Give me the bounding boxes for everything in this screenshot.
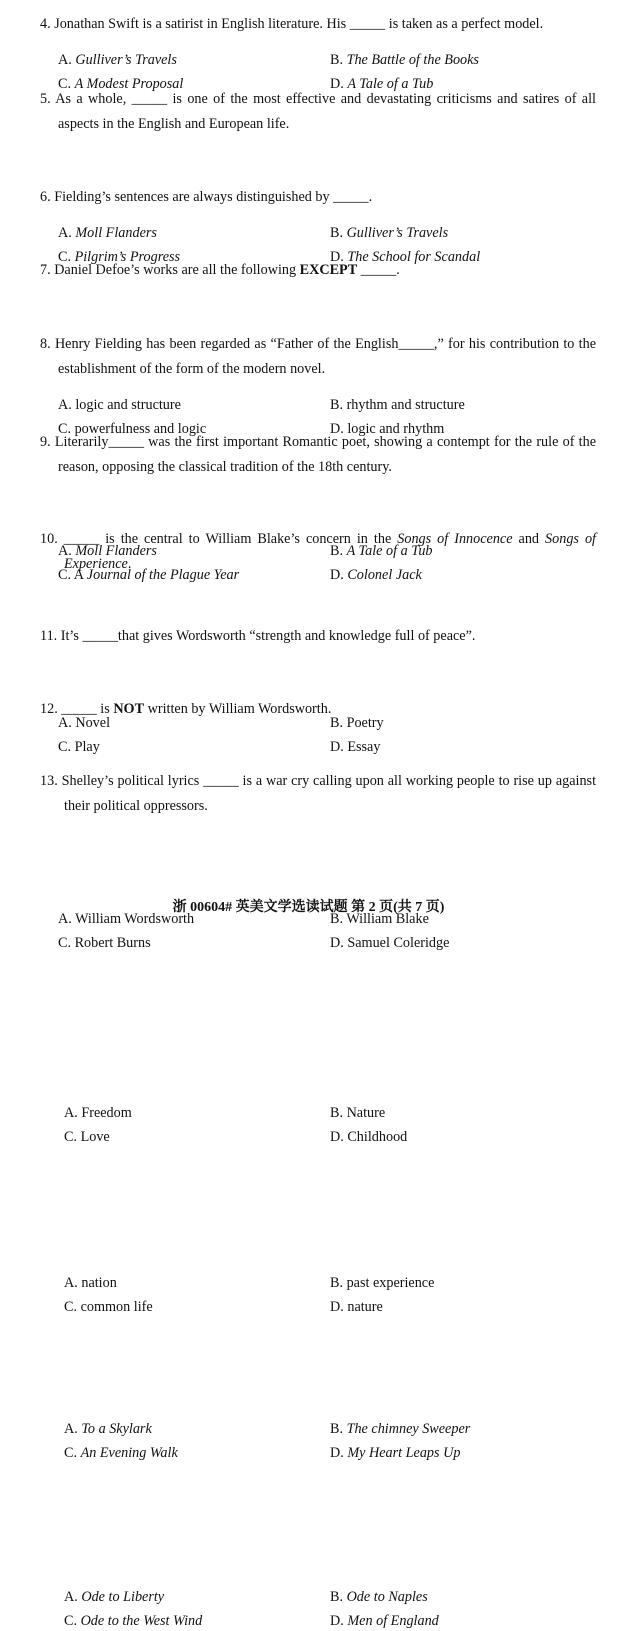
answer-blank[interactable]: _____ — [203, 773, 239, 789]
option-letter: D. — [330, 1129, 344, 1145]
option-text: Love — [80, 1129, 110, 1145]
option-c[interactable] — [64, 1611, 202, 1631]
option-text: Ode to Liberty — [81, 1589, 165, 1605]
option-letter: D. — [330, 1445, 344, 1461]
option-letter: C. — [58, 935, 72, 951]
question-stem — [40, 87, 596, 136]
option-a[interactable] — [64, 1103, 132, 1123]
option-letter: B. — [330, 1105, 344, 1121]
option-letter: D. — [330, 76, 344, 92]
option-letter: A. — [58, 225, 72, 241]
stem-text: Fielding’s sentences are always distinguished by — [54, 189, 334, 205]
option-d[interactable] — [330, 1297, 383, 1317]
option-a[interactable] — [58, 50, 177, 70]
answer-blank[interactable]: _____ — [349, 16, 386, 32]
option-text: To a Skylark — [81, 1421, 152, 1437]
option-text: Novel — [75, 715, 111, 731]
option-letter: A. — [58, 715, 72, 731]
option-text: Pilgrim’s Progress — [74, 249, 181, 265]
option-text: logic and rhythm — [347, 421, 445, 437]
option-text: A Modest Proposal — [74, 76, 184, 92]
option-text: Childhood — [347, 1129, 408, 1145]
option-letter: A. — [64, 1105, 78, 1121]
stem-text: Henry Fielding has been regarded as “Father of the English — [54, 336, 399, 352]
stem-text: Shelley’s political lyrics — [61, 773, 204, 789]
option-text: nature — [347, 1299, 383, 1315]
option-letter: A. — [64, 1275, 78, 1291]
option-c[interactable] — [64, 1127, 110, 1147]
option-letter: C. — [58, 421, 72, 437]
stem-text: ,” for his contribution to the establishment of the form of the modern novel. — [58, 336, 596, 377]
option-letter: B. — [330, 1275, 344, 1291]
option-letter: D. — [330, 1299, 344, 1315]
option-b[interactable] — [330, 1419, 470, 1439]
stem-text: It’s — [60, 628, 83, 644]
option-letter: A. — [64, 1589, 78, 1605]
title-text: Songs of Innocence — [397, 531, 513, 547]
stem-text: written by William Wordsworth. — [144, 701, 332, 717]
option-letter: B. — [330, 1589, 344, 1605]
option-letter: A. — [58, 543, 72, 559]
option-letter: B. — [330, 911, 344, 927]
option-text: My Heart Leaps Up — [347, 1445, 461, 1461]
question-number: 7. — [40, 262, 51, 278]
option-d[interactable] — [330, 737, 380, 757]
answer-blank[interactable]: _____ — [398, 336, 434, 352]
option-letter: C. — [64, 1129, 78, 1145]
question-number: 8. — [40, 336, 51, 352]
option-d[interactable] — [330, 1611, 439, 1631]
option-text: Moll Flanders — [75, 225, 157, 241]
stem-text: Daniel Defoe’s works are all the following — [54, 262, 300, 278]
option-text: Gulliver’s Travels — [346, 225, 449, 241]
stem-text: . — [396, 262, 400, 278]
option-text: The Battle of the Books — [346, 52, 479, 68]
option-b[interactable] — [330, 1273, 434, 1293]
option-c[interactable] — [58, 737, 100, 757]
option-text: logic and structure — [75, 397, 181, 413]
option-c[interactable] — [58, 933, 151, 953]
question-number: 10. — [40, 531, 58, 547]
option-letter: D. — [330, 935, 344, 951]
option-d[interactable] — [330, 933, 449, 953]
answer-blank[interactable]: _____ — [61, 701, 97, 717]
option-d[interactable] — [330, 1127, 407, 1147]
option-text: Samuel Coleridge — [347, 935, 450, 951]
option-text: The School for Scandal — [347, 249, 481, 265]
question-number: 13. — [40, 773, 58, 789]
option-text: A Tale of a Tub — [346, 543, 433, 559]
option-text: past experience — [346, 1275, 435, 1291]
option-text: Colonel Jack — [347, 567, 422, 583]
option-letter: D. — [330, 1613, 344, 1629]
option-text: rhythm and structure — [346, 397, 465, 413]
stem-text: is a war cry calling upon all working people to rise up against their political oppressors. — [64, 773, 597, 814]
option-letter: B. — [330, 715, 344, 731]
option-letter: B. — [330, 397, 344, 413]
option-c[interactable] — [64, 1297, 153, 1317]
option-c[interactable] — [64, 1443, 178, 1463]
answer-blank[interactable]: _____ — [333, 189, 369, 205]
question-stem — [40, 430, 596, 479]
answer-blank[interactable]: _____ — [82, 628, 118, 644]
option-letter: D. — [330, 567, 344, 583]
stem-text: is the central to William Blake’s concern in the — [99, 531, 398, 547]
option-letter: C. — [64, 1613, 78, 1629]
option-letter: A. — [58, 397, 72, 413]
question-stem — [40, 332, 596, 381]
option-letter: B. — [330, 225, 344, 241]
option-letter: C. — [58, 739, 72, 755]
question-stem — [40, 769, 596, 818]
question-stem — [40, 12, 596, 37]
option-text: Gulliver’s Travels — [75, 52, 177, 68]
option-letter: D. — [330, 739, 344, 755]
option-letter: B. — [330, 52, 344, 68]
stem-text: Jonathan Swift is a satirist in English literature. His — [54, 16, 350, 32]
option-text: A Tale of a Tub — [347, 76, 434, 92]
option-b[interactable] — [330, 1103, 385, 1123]
option-letter: A. — [58, 52, 72, 68]
option-b[interactable] — [330, 1587, 428, 1607]
question-stem — [40, 697, 596, 722]
option-a[interactable] — [64, 1587, 164, 1607]
option-text: William Wordsworth — [75, 911, 195, 927]
question-number: 6. — [40, 189, 51, 205]
option-text: Freedom — [81, 1105, 132, 1121]
option-letter: A. — [64, 1421, 78, 1437]
option-letter: C. — [64, 1299, 78, 1315]
option-letter: A. — [58, 911, 72, 927]
option-text: An Evening Walk — [80, 1445, 178, 1461]
stem-text: is one of the most effective and devastating criticisms and satires of all aspects in the English and European life. — [58, 91, 596, 132]
question-number: 4. — [40, 16, 51, 32]
option-letter: C. — [58, 76, 72, 92]
stem-text: was the first important Romantic poet, showing a contempt for the rule of the reason, opposing the classical tradition of the 18th century. — [58, 434, 596, 475]
title-text: Songs of Experience — [64, 531, 596, 572]
answer-blank[interactable]: _____ — [131, 91, 168, 107]
option-text: Men of England — [347, 1613, 439, 1629]
option-text: Journal of the Plague Year — [86, 567, 240, 583]
option-text: Poetry — [346, 715, 384, 731]
option-letter: C. — [58, 567, 72, 583]
option-letter: D. — [330, 249, 344, 265]
option-text: powerfulness and logic — [74, 421, 207, 437]
question-number: 5. — [40, 91, 51, 107]
question-number: 12. — [40, 701, 58, 717]
option-b[interactable] — [330, 395, 465, 415]
emphasis-text: NOT — [113, 701, 145, 717]
answer-blank[interactable]: _____ — [360, 262, 397, 278]
option-a[interactable] — [64, 1419, 152, 1439]
stem-text: that gives Wordsworth “strength and knowledge full of peace”. — [117, 628, 476, 644]
option-a[interactable] — [58, 395, 181, 415]
question-number: 11. — [40, 628, 58, 644]
option-text: Essay — [347, 739, 381, 755]
question-stem — [40, 258, 596, 283]
option-letter: C. — [64, 1445, 78, 1461]
stem-text: As a whole, — [55, 91, 132, 107]
option-d[interactable] — [330, 1443, 460, 1463]
question-stem — [40, 624, 596, 649]
option-text: Ode to Naples — [346, 1589, 428, 1605]
stem-text: and — [512, 531, 546, 547]
option-text: Moll Flanders — [75, 543, 157, 559]
option-letter: D. — [330, 421, 344, 437]
option-text: William Blake — [346, 911, 429, 927]
option-text: Play — [74, 739, 100, 755]
option-letter: B. — [330, 1421, 344, 1437]
option-text: Nature — [346, 1105, 386, 1121]
stem-text: is taken as a perfect model. — [385, 16, 544, 32]
option-letter: B. — [330, 543, 344, 559]
answer-blank[interactable]: _____ — [63, 531, 100, 547]
option-prefix: A — [73, 567, 87, 583]
option-b[interactable] — [330, 223, 448, 243]
option-a[interactable] — [58, 223, 157, 243]
option-text: common life — [80, 1299, 153, 1315]
answer-blank[interactable]: _____ — [108, 434, 144, 450]
option-a[interactable] — [64, 1273, 117, 1293]
option-b[interactable] — [330, 50, 479, 70]
question-stem — [40, 527, 596, 576]
stem-text: Literarily — [54, 434, 109, 450]
question-number: 9. — [40, 434, 51, 450]
stem-text: . — [127, 555, 132, 572]
question-stem — [40, 185, 596, 210]
page-footer: 浙 00604# 英美文学选读试题 第 2 页(共 7 页) — [172, 900, 445, 915]
option-text: Robert Burns — [74, 935, 151, 951]
stem-text: . — [368, 189, 373, 205]
option-text: Ode to the West Wind — [80, 1613, 203, 1629]
stem-text: is — [96, 701, 114, 717]
option-text: nation — [81, 1275, 117, 1291]
option-letter: C. — [58, 249, 72, 265]
emphasis-text: EXCEPT — [299, 262, 358, 278]
option-text: The chimney Sweeper — [346, 1421, 471, 1437]
